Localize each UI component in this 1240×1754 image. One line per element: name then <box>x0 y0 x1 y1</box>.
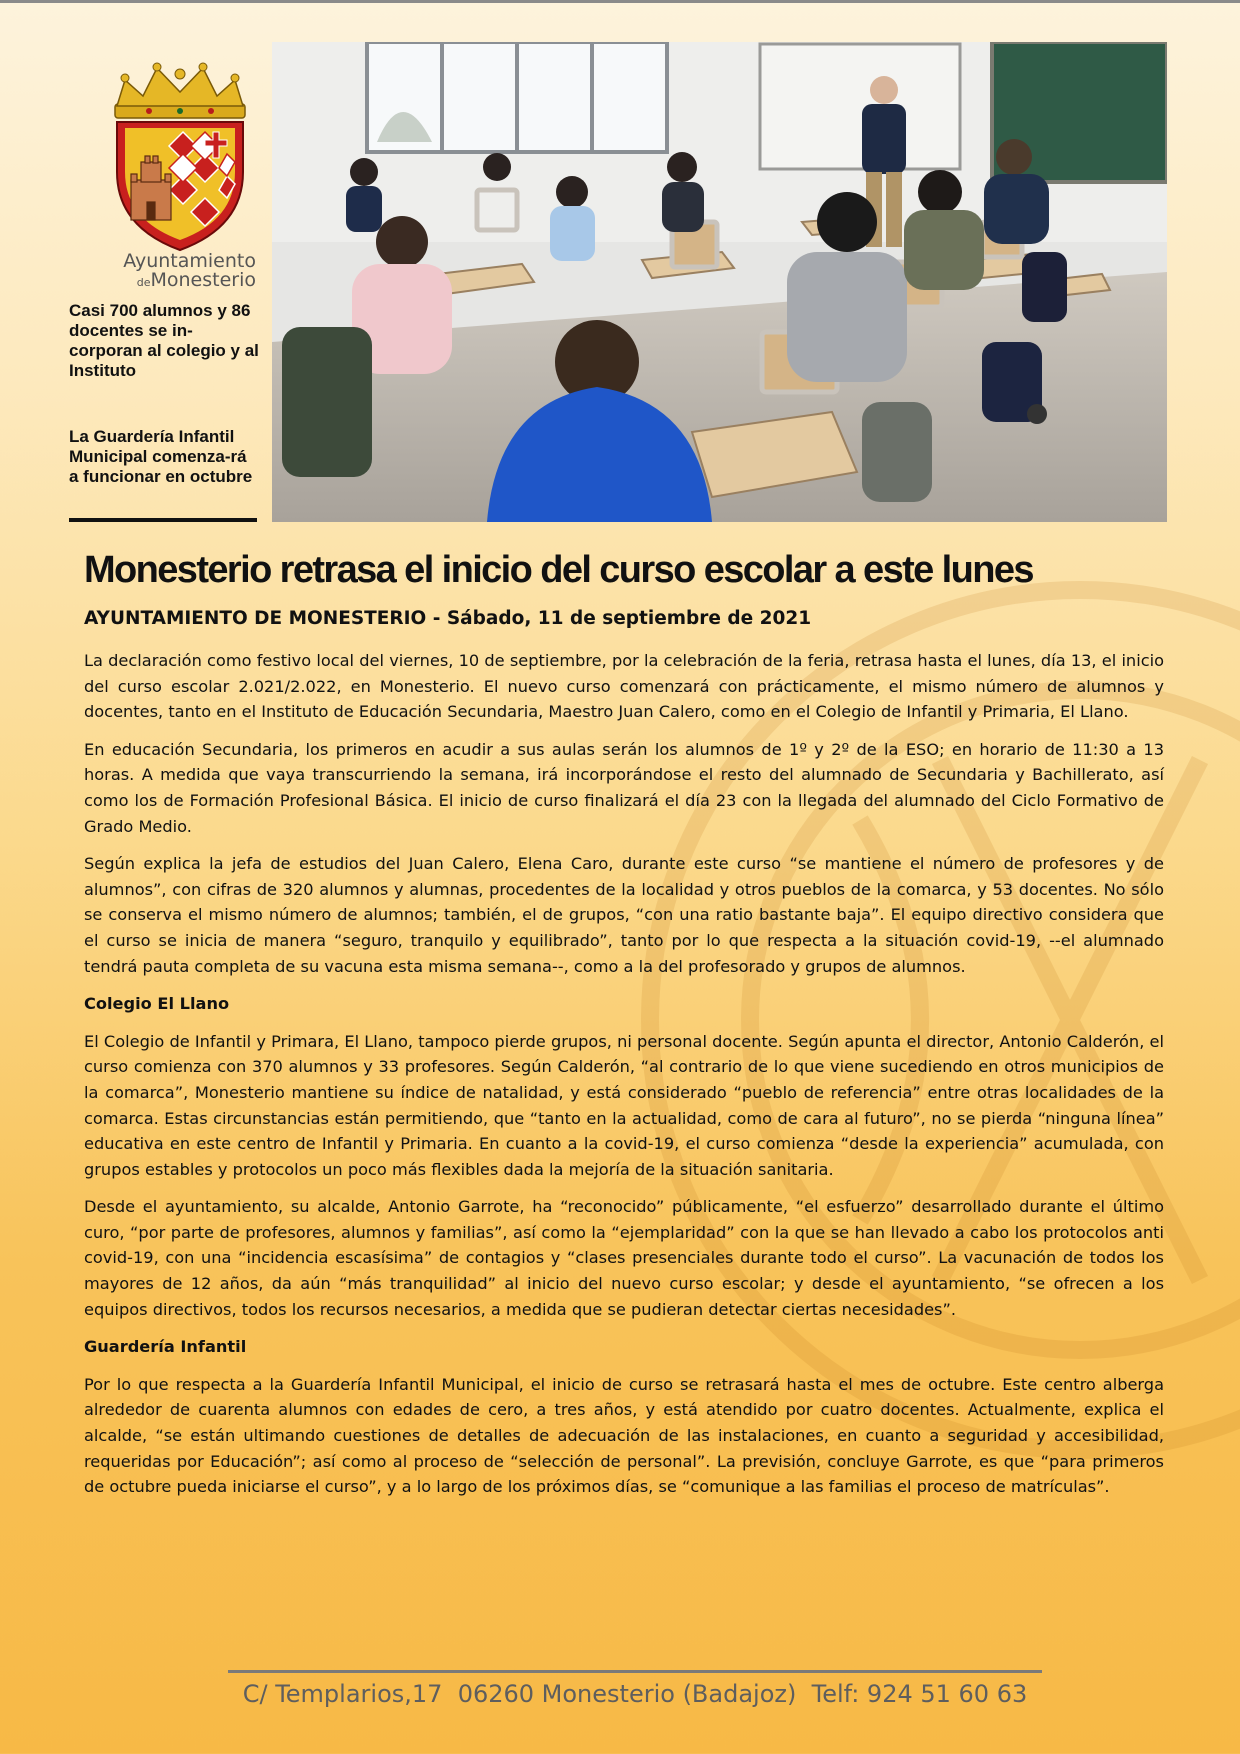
sidebar-divider <box>69 518 257 522</box>
classroom-photo <box>272 42 1167 522</box>
top-border-line <box>0 0 1240 3</box>
article-paragraph: Por lo que respecta a la Guardería Infantil Municipal, el inicio de curso se retrasará hasta el mes de octubre. Este centro alberga alrededor de cuarenta alumnos con edades de cero, a tres años, y está atendido por cuatro docentes. Actualmente, explica el alcalde, “se están ultimando cuestiones de detalles de adecuación de las instalaciones, en cuanto a seguridad y accesibilidad, requeridas por Educación”; así como al proceso de “selección de personal”. La previsión, concluye Garrote, es que “para primeros de octubre pueda iniciarse el curso”, y a lo largo de los próximos días, se “comunique a las familias el proceso de matrículas”. <box>84 1374 1164 1497</box>
article-paragraph: El Colegio de Infantil y Primara, El Llano, tampoco pierde grupos, ni personal docente. Según apunta el director, Antonio Calderón, el curso comienza con 370 alumnos y 33 profesores. Según Calderón, “al contrario de lo que viene sucediendo en otros municipios de la comarca”, Monesterio mantiene su índice de natalidad, y está considerado “pueblo de referencia” entre otras localidades de la comarca. Estas circunstancias están permitiendo, que “tanto en la actualidad, como de cara al futuro”, no se pierda “ninguna línea” educativa en este centro de Infantil y Primaria. En cuanto a la covid-19, el curso comienza “desde la experiencia” acumulada, con grupos estables y protocolos un poco más flexibles dada la mejoría de la situación sanitaria. <box>84 1031 1164 1179</box>
logo-line-de: de <box>136 276 151 289</box>
article-paragraph: Según explica la jefa de estudios del Juan Calero, Elena Caro, durante este curso “se mantiene el número de profesores y de alumnos”, con cifras de 320 alumnos y alumnas, procedentes de la localidad y otros pueblos de la comarca, y 53 docentes. No sólo se conserva el mismo número de alumnos; también, el de grupos, “con una ratio bastante baja”. El equipo directivo considera que el curso se inicia de manera “seguro, tranquilo y equilibrado”, tanto por lo que respecta a la situación covid-19, --el alumnado tendrá pauta completa de su vacuna esta misma semana--, como a la del profesorado y grupos de alumnos. <box>84 854 1164 976</box>
footer-divider <box>228 1670 1042 1673</box>
logo-line-ayuntamiento: Ayuntamiento <box>123 250 256 272</box>
article-byline: AYUNTAMIENTO DE MONESTERIO - Sábado, 11 de septiembre de 2021 <box>84 608 812 629</box>
article-title: Monesterio retrasa el inicio del curso escolar a este lunes <box>84 549 1033 591</box>
logo-line-monesterio-text: Monesterio <box>150 269 256 291</box>
article-paragraph: Desde el ayuntamiento, su alcalde, Antonio Garrote, ha “reconocido” públicamente, “el esfuerzo” desarrollado durante el último curo, “por parte de profesores, alumnos y familias”, así como la “ejemplaridad” con la que se han llevado a cabo los protocolos anti covid-19, con una “incidencia escasísima” de contagios y “clases presenciales durante todo el curso”. La vacunación de todos los mayores de 12 años, da aún “más tranquilidad” al inicio del nuevo curso escolar; y desde el ayuntamiento, “se ofrecen a los equipos directivos, todos los recursos necesarios, a medida que se pudieran detectar ciertas necesidades”. <box>84 1197 1164 1319</box>
window-icon <box>367 42 667 152</box>
logo-line-monesterio <box>96 271 256 290</box>
section-heading-guarderia: Guardería Infantil <box>84 1337 247 1357</box>
sidebar-headline-nursery: La Guardería Infantil Municipal comenza-rá a funcionar en octubre <box>69 427 253 486</box>
article-paragraph: En educación Secundaria, los primeros en acudir a sus aulas serán los alumnos de 1º y 2º de la ESO; en horario de 11:30 a 13 horas. A medida que vaya transcurriendo la semana, irá incorporándose el resto del alumnado de Secundaria y Bachillerato, así como los de Formación Profesional Básica. El inicio de curso finalizará el día 23 con la llegada del alumnado del Ciclo Formativo de Grado Medio. <box>84 739 1164 836</box>
article-body <box>84 648 1164 1512</box>
logo-caption <box>96 252 256 290</box>
article-paragraph: La declaración como festivo local del viernes, 10 de septiembre, por la celebración de la feria, retrasa hasta el lunes, día 13, el inicio del curso escolar 2.021/2.022, en Monesterio. El nuevo curso comenzará con prácticamente, el mismo número de alumnos y docentes, tanto en el Instituto de Educación Secundaria, Maestro Juan Calero, como en el Colegio de Infantil y Primaria, El Llano. <box>84 651 1164 722</box>
sidebar-headline-students: Casi 700 alumnos y 86 docentes se in-corporan al colegio y al Instituto <box>69 301 259 380</box>
footer-address: C/ Templarios,17 06260 Monesterio (Badajoz) Telf: 924 51 60 63 <box>242 1680 1028 1708</box>
section-heading-colegio: Colegio El Llano <box>84 994 230 1014</box>
